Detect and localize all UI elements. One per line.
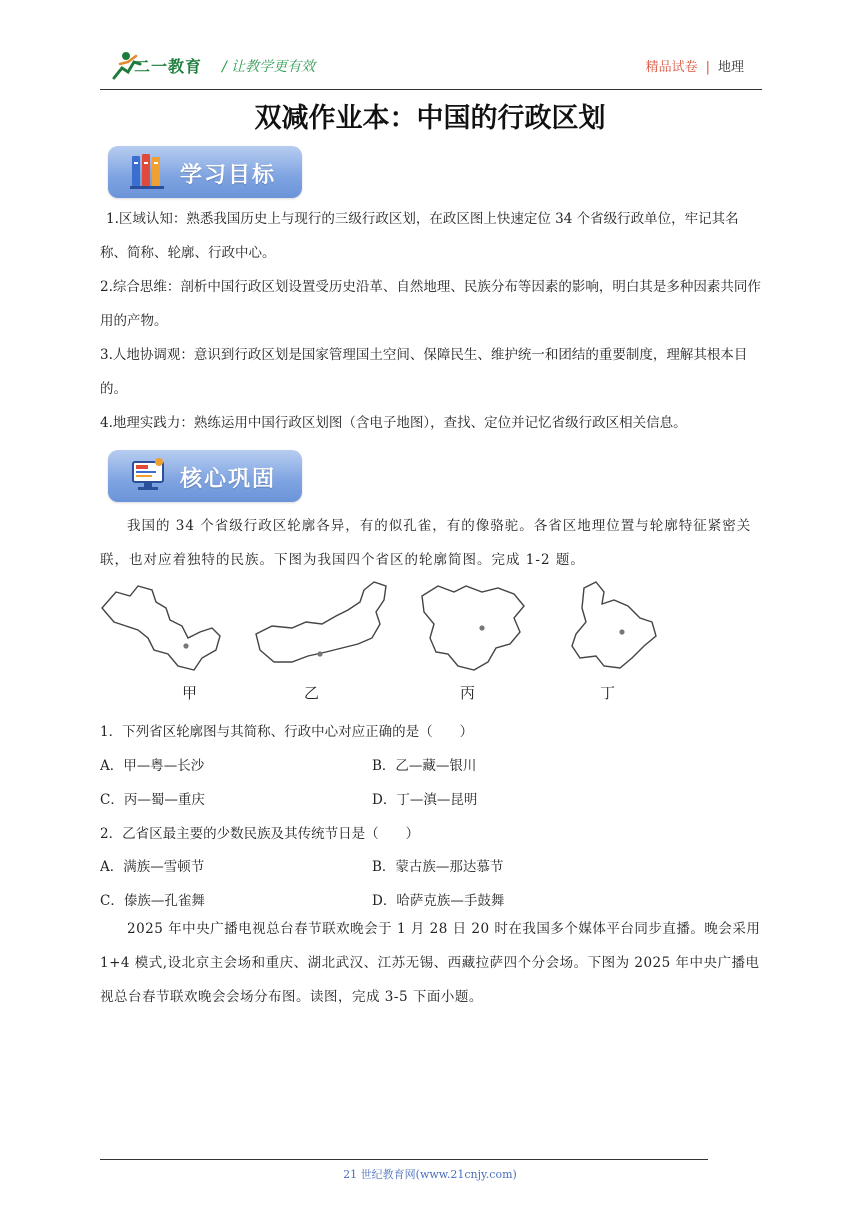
header-separator: |: [705, 60, 710, 75]
footer-source[interactable]: 21 世纪教育网(www.21cnjy.com): [343, 1168, 517, 1181]
question-stem: 2．乙省区最主要的少数民族及其传统节日是（ ）: [100, 826, 420, 842]
map-label-jia: 甲: [182, 684, 198, 702]
goal-item: 4.地理实践力：熟练运用中国行政区划图（含电子地图），查找、定位并记忆省级行政区相关信息。: [100, 415, 687, 431]
goal-item: 2.综合思维：剖析中国行政区划设置受历史沿革、自然地理、民族分布等因素的影响，明白其是多种因素共同作用的产物。: [100, 279, 761, 329]
section-banner-core: [108, 450, 302, 502]
subject-label: 地理: [717, 60, 744, 75]
page-header: [100, 46, 762, 90]
province-outlines: [96, 578, 676, 708]
answer-option: D．哈萨克族—手鼓舞: [372, 893, 505, 909]
answer-option: D．丁—滇—昆明: [372, 792, 478, 808]
map-label-ding: 丁: [600, 684, 616, 702]
passage-paragraph: 2025 年中央广播电视总台春节联欢晚会于 1 月 28 日 20 时在我国多个媒体平台同步直播。晚会采用 1+4 模式,设北京主会场和重庆、湖北武汉、江苏无锡、西藏拉萨四个分会场。下图为 2025 年中央广播电视总台春节联欢晚会会场分布图。读图，完成 3-5 下面小题。: [100, 921, 761, 1005]
page-title: 双减作业本：中国的行政区划: [254, 103, 606, 134]
answer-option: A．满族—雪顿节: [100, 859, 205, 875]
province-outline-ding: [96, 578, 676, 678]
section-label: 核心巩固: [180, 467, 277, 492]
books-icon: [130, 152, 166, 190]
slogan: / 让教学更有效: [222, 59, 316, 75]
goal-item: 3.人地协调观：意识到行政区划是国家管理国土空间、保障民生、维护统一和团结的重要制度，理解其根本目的。: [100, 347, 748, 397]
logo-text: 二一教育: [134, 57, 203, 76]
map-label-bing: 丙: [460, 684, 476, 702]
question-stem: 1．下列省区轮廓图与其简称、行政中心对应正确的是（ ）: [100, 724, 474, 740]
answer-option: B．蒙古族—那达慕节: [372, 859, 504, 875]
goal-item: 1.区域认知：熟悉我国历史上与现行的三级行政区划，在政区图上快速定位 34 个省级行政单位，牢记其名称、简称、轮廓、行政中心。: [100, 211, 739, 261]
section-banner-goals: [108, 146, 302, 198]
answer-option: B．乙—藏—银川: [372, 758, 477, 774]
answer-option: A．甲—粤—长沙: [100, 758, 205, 774]
header-divider: [100, 89, 762, 90]
intro-paragraph: 我国的 34 个省级行政区轮廓各异，有的似孔雀，有的像骆驼。各省区地理位置与轮廓特征紧密关联，也对应着独特的民族。下图为我国四个省区的轮廓简图。完成 1-2 题。: [100, 518, 752, 568]
paper-tag: 精品试卷: [645, 60, 698, 75]
answer-option: C．丙—蜀—重庆: [100, 792, 205, 808]
answer-option: C．傣族—孔雀舞: [100, 893, 205, 909]
footer-divider: [100, 1159, 708, 1160]
computer-icon: [130, 456, 166, 494]
header-meta: [646, 56, 744, 75]
section-label: 学习目标: [180, 163, 277, 188]
map-label-yi: 乙: [304, 684, 320, 702]
